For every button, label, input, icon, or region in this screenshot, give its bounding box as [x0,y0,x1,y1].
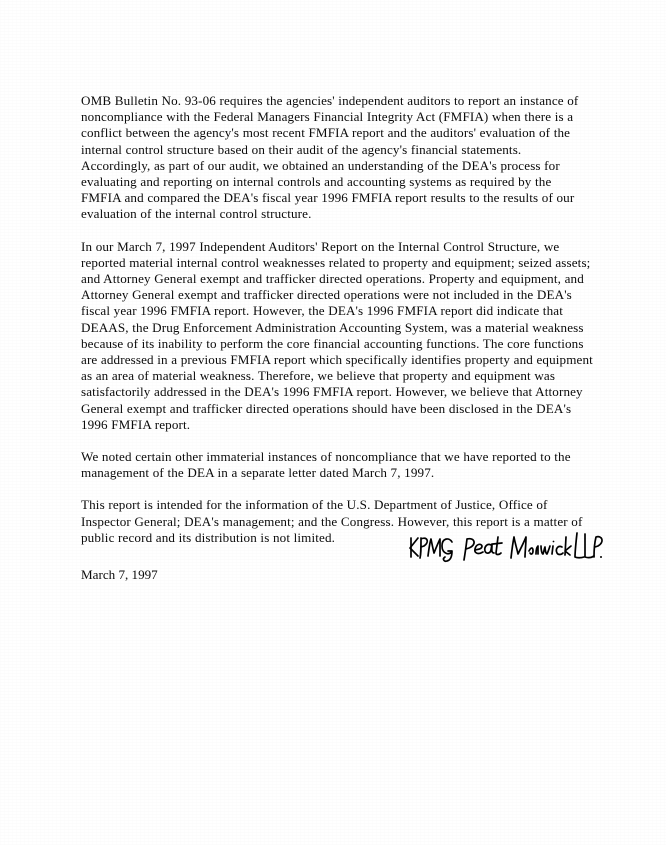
paragraph-immaterial-noncompliance: We noted certain other immaterial instances of noncompliance that we have reported to the management of the DEA in a separate letter dated March 7, 1997. [81,449,571,481]
paragraph-omb-bulletin: OMB Bulletin No. 93-06 requires the agencies' independent auditors to report an instance of noncompliance with the Federal Managers Financial Integrity Act (FMFIA) when there is a conflict between the agency's most recent FMFIA report and the auditors' evaluation of the internal control structure based on their audit of the agency's financial statements. Accordingly, as part of our audit, we obtained an understanding of the DEA's process for evaluating and reporting on internal controls and accounting systems as required by the FMFIA and compared the DEA's fiscal year 1996 FMFIA report results to the results of our evaluation of the internal control structure. [81,93,579,222]
signature-ink-icon [405,524,605,572]
signature [405,524,605,572]
paragraph-material-weaknesses: In our March 7, 1997 Independent Auditors' Report on the Internal Control Structure, we reported material internal control weaknesses related to property and equipment; seized assets; and Attorney General exempt and trafficker directed operations. Property and equipment, and Attorney General exempt and trafficker directed operations were not included in the DEA's fiscal year 1996 FMFIA report. However, the DEA's 1996 FMFIA report did indicate that DEAAS, the Drug Enforcement Administration Accounting System, was a material weakness because of its inability to perform the core financial accounting functions. The core functions are addressed in a previous FMFIA report which specifically identifies property and equipment as an area of material weakness. Therefore, we believe that property and equipment was satisfactorily addressed in the DEA's 1996 FMFIA report. However, we believe that Attorney General exempt and trafficker directed operations should have been disclosed in the DEA's 1996 FMFIA report. [81,238,593,432]
letter-date: March 7, 1997 [81,567,158,582]
paragraph-distribution: This report is intended for the information of the U.S. Department of Justice, Office of Inspector General; DEA's management; and the Congress. However, this report is a matter of public record and its distribution is not limited. [81,497,583,545]
letter-body [81,93,593,546]
